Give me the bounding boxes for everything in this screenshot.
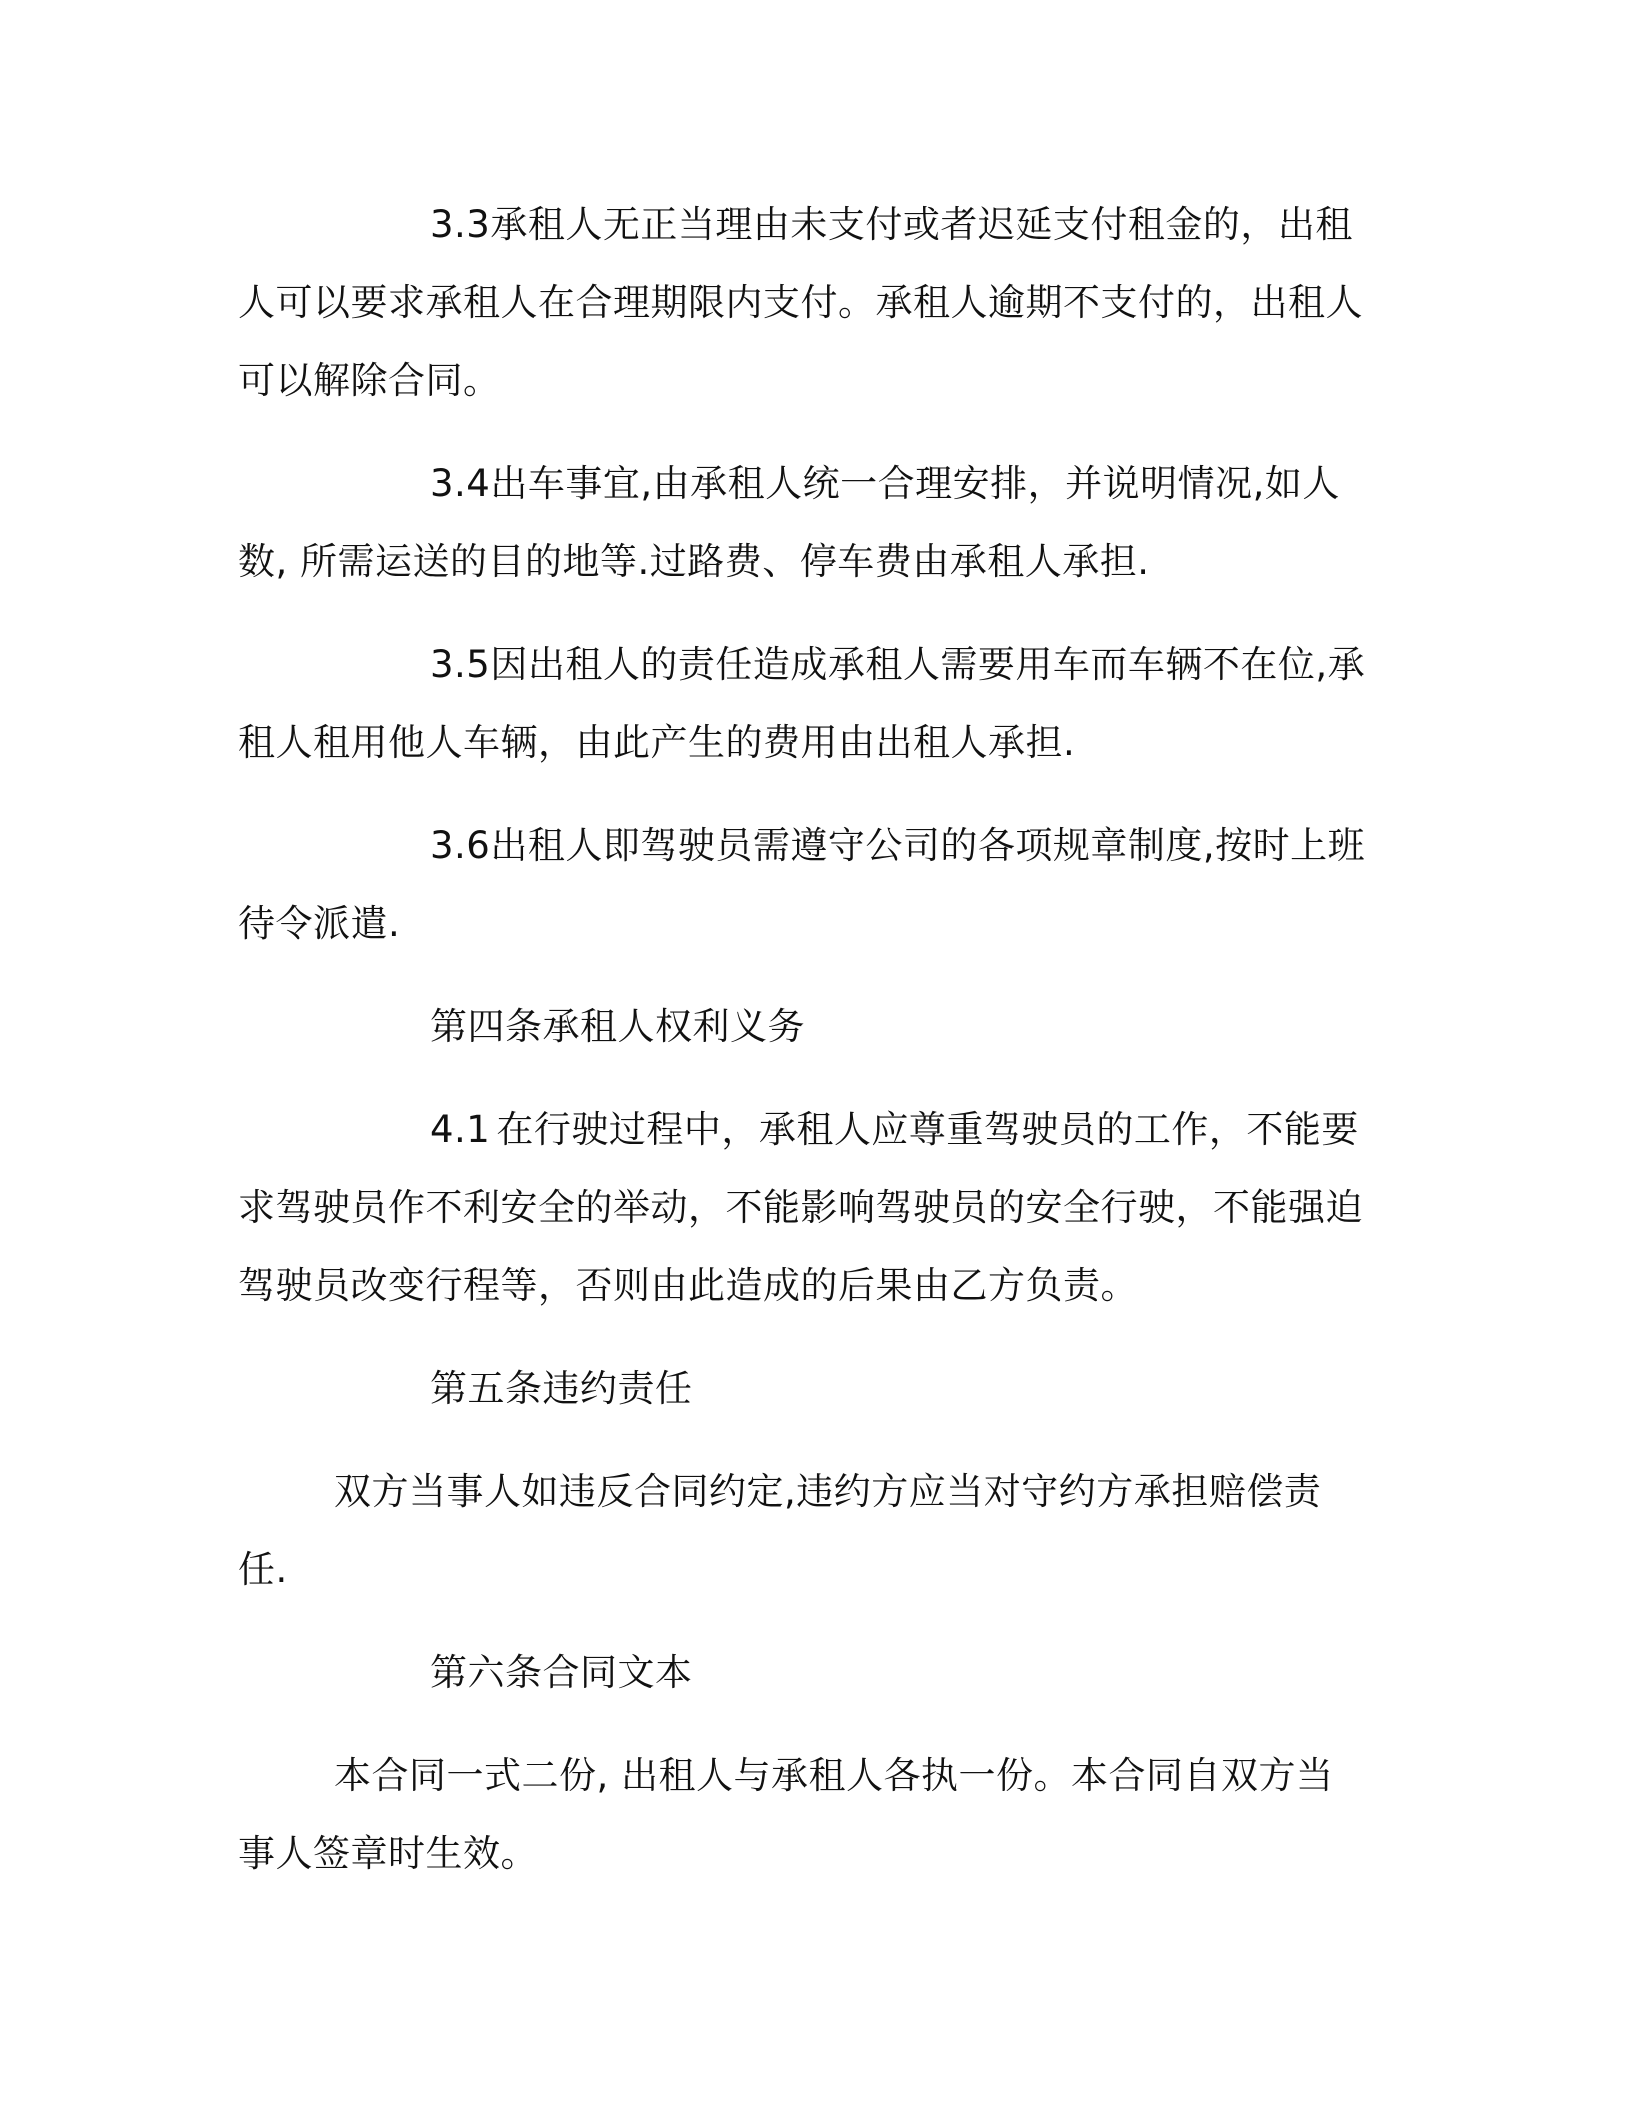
clause-number: 3.4 bbox=[430, 462, 491, 505]
article-title: 违约责任 bbox=[542, 1367, 693, 1410]
article-number: 第六条 bbox=[430, 1651, 543, 1694]
clause-3-6 bbox=[238, 807, 1368, 963]
clause-number: 4.1 bbox=[430, 1108, 491, 1151]
clause-text: 出租人即驾驶员需遵守公司的各项规章制度,按时上班待令派遣. bbox=[238, 824, 1366, 945]
clause-3-3 bbox=[238, 186, 1368, 420]
clause-number: 3.6 bbox=[430, 824, 491, 867]
clause-text: 在行驶过程中，承租人应尊重驾驶员的工作，不能要求驾驶员作不利安全的举动，不能影响驾驶员的安全行驶，不能强迫驾驶员改变行程等，否则由此造成的后果由乙方负责。 bbox=[238, 1108, 1363, 1307]
clause-text: 出车事宜,由承租人统一合理安排，并说明情况,如人数, 所需运送的目的地等.过路费、停车费由承租人承担. bbox=[238, 462, 1340, 583]
clause-text: 承租人无正当理由未支付或者迟延支付租金的，出租人可以要求承租人在合理期限内支付。承租人逾期不支付的，出租人可以解除合同。 bbox=[238, 203, 1363, 402]
clause-number: 3.5 bbox=[430, 643, 491, 686]
clause-3-4 bbox=[238, 445, 1368, 601]
paragraph-text: 本合同一式二份, 出租人与承租人各执一份。本合同自双方当事人签章时生效。 bbox=[238, 1754, 1334, 1875]
clause-number: 3.3 bbox=[430, 203, 491, 246]
article-6-heading bbox=[238, 1634, 1368, 1712]
article-4-heading bbox=[238, 988, 1368, 1066]
article-number: 第五条 bbox=[430, 1367, 543, 1410]
article-title: 承租人权利义务 bbox=[542, 1005, 805, 1048]
article-6-body bbox=[238, 1737, 1368, 1893]
article-number: 第四条 bbox=[430, 1005, 543, 1048]
article-5-body bbox=[238, 1453, 1368, 1609]
article-title: 合同文本 bbox=[542, 1651, 693, 1694]
clause-text: 因出租人的责任造成承租人需要用车而车辆不在位,承租人租用他人车辆，由此产生的费用由出租人承担. bbox=[238, 643, 1366, 764]
clause-4-1 bbox=[238, 1091, 1368, 1325]
document-body bbox=[238, 186, 1368, 1918]
paragraph-text: 双方当事人如违反合同约定,违约方应当对守约方承担赔偿责任. bbox=[238, 1470, 1322, 1591]
article-5-heading bbox=[238, 1350, 1368, 1428]
clause-3-5 bbox=[238, 626, 1368, 782]
